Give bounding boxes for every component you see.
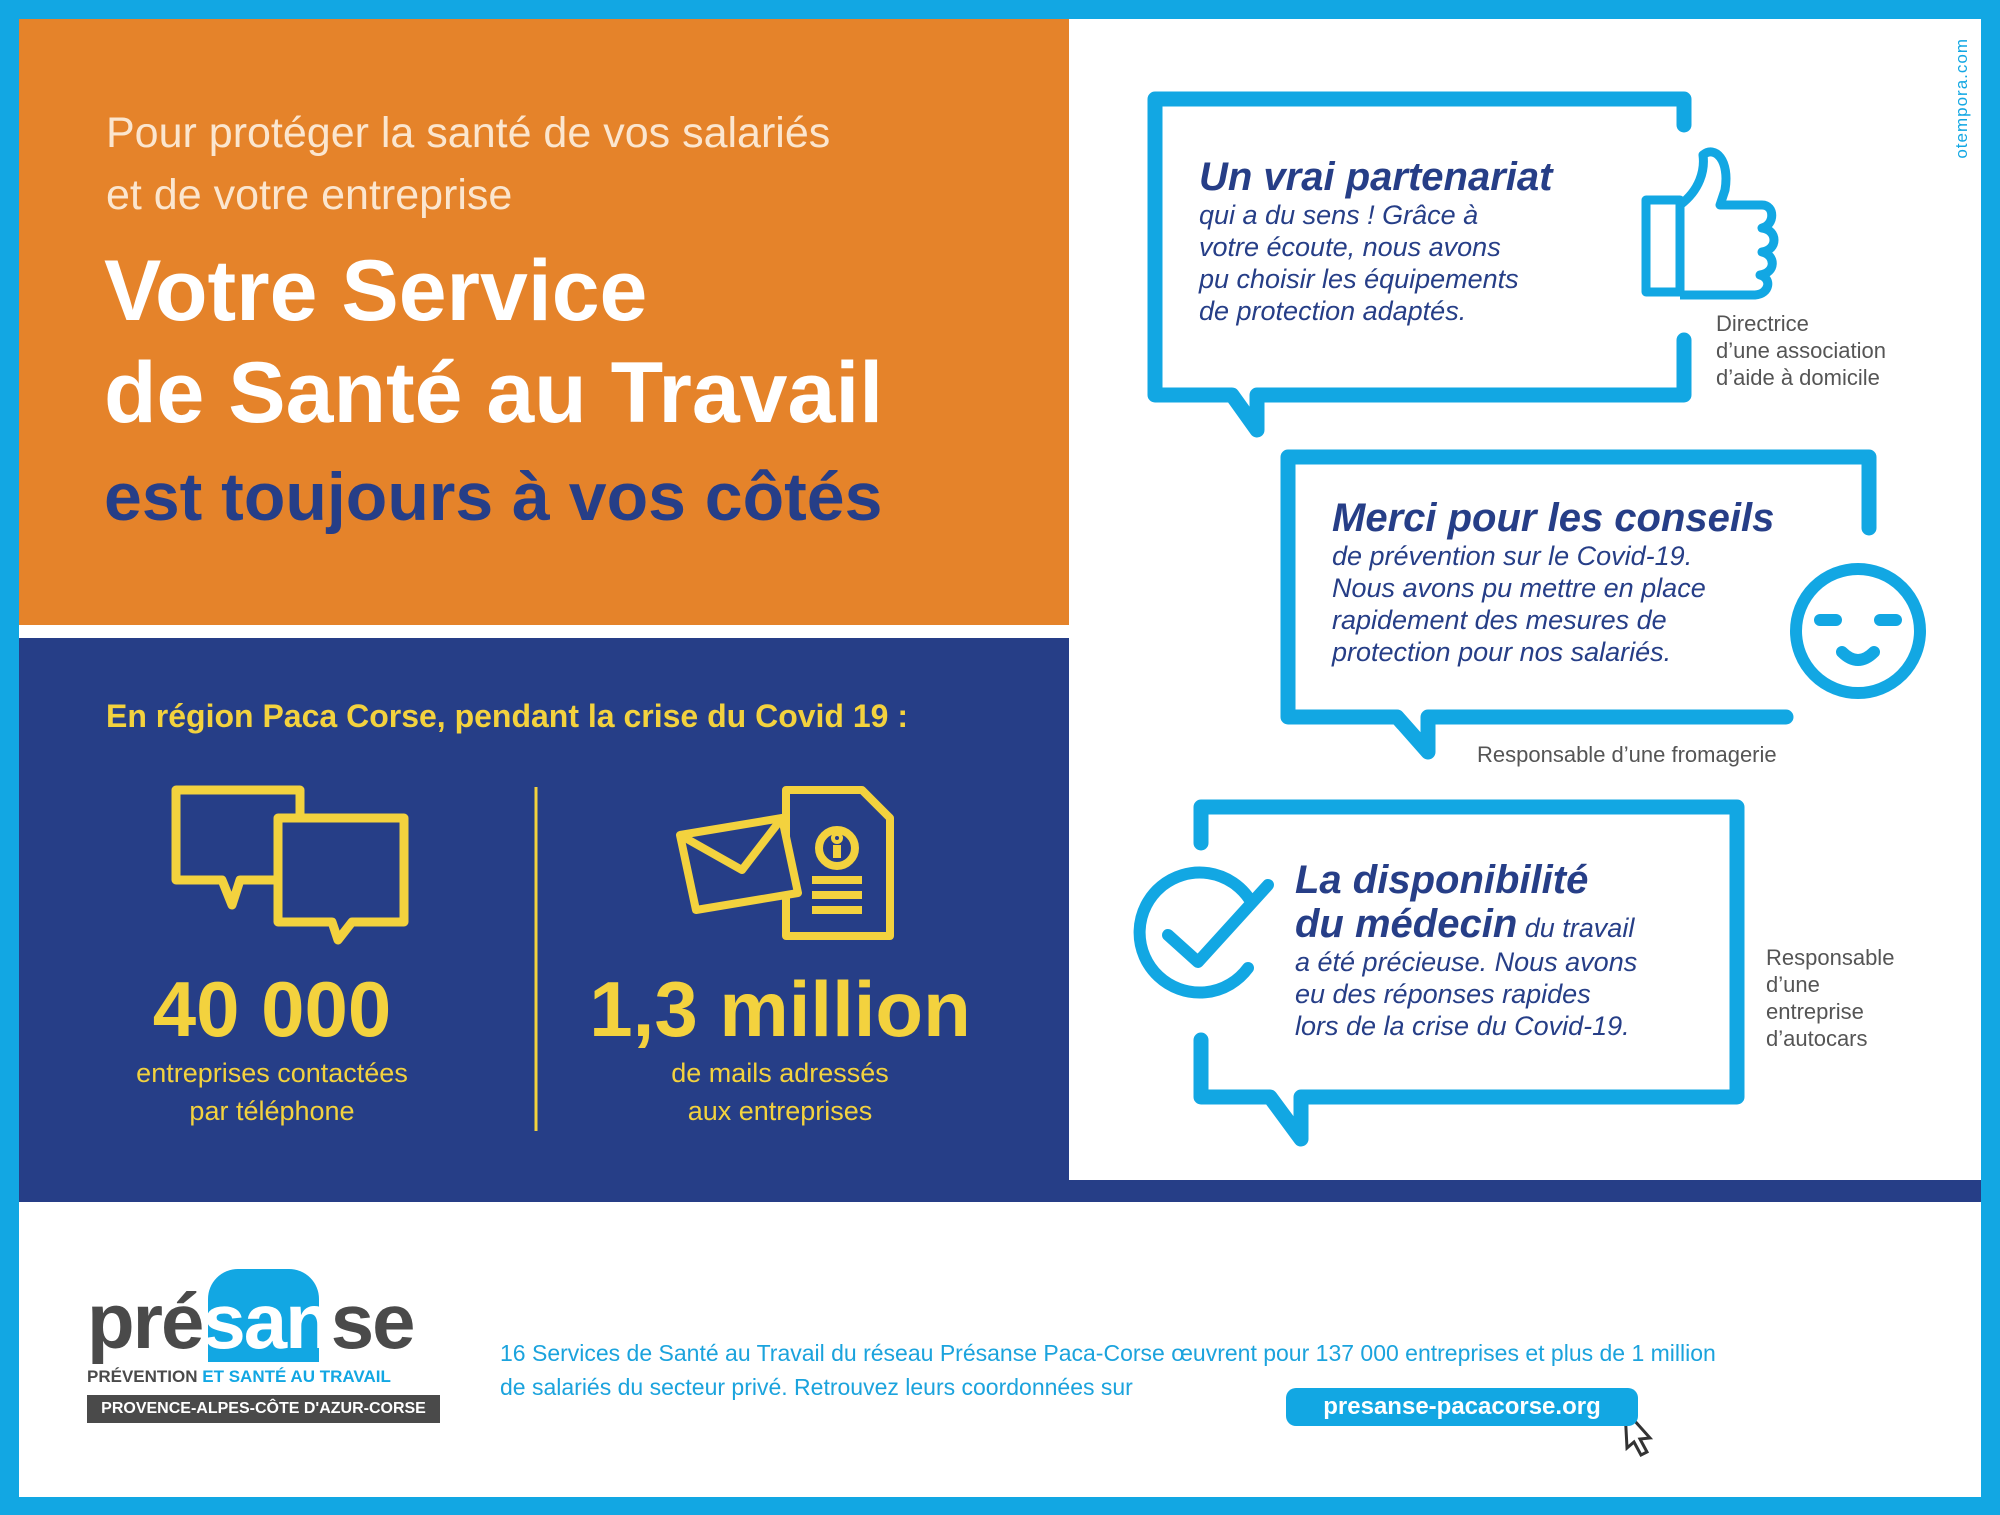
- testimonial-line: Nous avons pu mettre en place: [1332, 573, 1706, 603]
- check-circle-icon: [1140, 873, 1268, 993]
- testimonial-heading: Merci pour les conseils: [1332, 496, 1775, 540]
- stat-line: entreprises contactées: [136, 1058, 408, 1088]
- testimonial-1: [1199, 155, 1552, 327]
- presanse-logo: [87, 1269, 447, 1423]
- footer-line: de salariés du secteur privé. Retrouvez leurs coordonnées sur: [500, 1374, 1133, 1400]
- logo-tagline: PRÉVENTION: [87, 1367, 198, 1386]
- stat-value: 40 000: [152, 965, 392, 1053]
- testimonial-line: de protection adaptés.: [1199, 296, 1467, 326]
- testimonial-heading: du médecin: [1295, 902, 1518, 946]
- testimonial-line: qui a du sens ! Grâce à: [1199, 200, 1479, 230]
- testimonial-author: [1766, 944, 1894, 1052]
- testimonial-line: protection pour nos salariés.: [1332, 637, 1672, 667]
- author-line: d’aide à domicile: [1716, 365, 1880, 390]
- stat-description: [52, 1054, 492, 1130]
- testimonial-3: [1295, 858, 1637, 1042]
- stat-line: par téléphone: [189, 1096, 355, 1126]
- testimonial-line: de prévention sur le Covid-19.: [1332, 541, 1693, 571]
- author-line: Directrice: [1716, 311, 1809, 336]
- testimonial-line: pu choisir les équipements: [1199, 264, 1519, 294]
- testimonial-line: rapidement des mesures de: [1332, 605, 1667, 635]
- stat-description: [560, 1054, 1000, 1130]
- testimonial-line: lors de la crise du Covid-19.: [1295, 1011, 1630, 1041]
- stat-line: de mails adressés: [671, 1058, 889, 1088]
- testimonial-line: eu des réponses rapides: [1295, 979, 1591, 1009]
- title-line: de Santé au Travail: [104, 345, 884, 441]
- author-line: d’autocars: [1766, 1026, 1868, 1051]
- thumbs-up-icon: [1646, 152, 1774, 295]
- testimonial-author: Responsable d’une fromagerie: [1477, 742, 1777, 767]
- testimonial-heading: La disponibilité: [1295, 858, 1589, 902]
- logo-region: PROVENCE-ALPES-CÔTE D'AZUR-CORSE: [87, 1395, 440, 1423]
- author-line: entreprise: [1766, 999, 1864, 1024]
- testimonial-2: [1332, 496, 1774, 668]
- author-line: Responsable: [1766, 945, 1895, 970]
- footer-line: 16 Services de Santé au Travail du réseau Présanse Paca-Corse œuvrent pour 137 000 entreprises et plus de 1 million: [500, 1340, 1716, 1366]
- website-link[interactable]: presanse-pacacorse.org: [1286, 1388, 1638, 1426]
- chat-bubbles-icon: [176, 790, 404, 940]
- logo-text: pré: [87, 1277, 203, 1365]
- author-line: d’une: [1766, 972, 1820, 997]
- logo-tagline: ET SANTÉ AU TRAVAIL: [202, 1367, 391, 1386]
- stat-value: 1,3 million: [589, 965, 971, 1053]
- credit: otempora.com: [1952, 38, 1971, 159]
- stat-line: aux entreprises: [687, 1096, 873, 1126]
- author-line: d’une association: [1716, 338, 1887, 363]
- testimonial-heading-rest: du travail: [1517, 913, 1635, 943]
- intro-line: et de votre entreprise: [106, 171, 513, 219]
- testimonial-line: a été précieuse. Nous avons: [1295, 947, 1638, 977]
- mail-document-icon: [680, 790, 890, 936]
- intro-line: Pour protéger la santé de vos salariés: [106, 109, 831, 157]
- title-line: Votre Service: [104, 243, 648, 339]
- region-label: En région Paca Corse, pendant la crise du Covid 19 :: [106, 698, 908, 734]
- testimonial-heading: Un vrai partenariat: [1199, 155, 1553, 199]
- testimonial-line: votre écoute, nous avons: [1199, 232, 1501, 262]
- testimonial-author: [1716, 310, 1886, 391]
- logo-text: se: [330, 1277, 414, 1365]
- page-subtitle: est toujours à vos côtés: [104, 459, 883, 535]
- logo-text: san: [202, 1277, 331, 1365]
- smiley-icon: [1796, 569, 1920, 693]
- footer-text: [500, 1336, 1900, 1404]
